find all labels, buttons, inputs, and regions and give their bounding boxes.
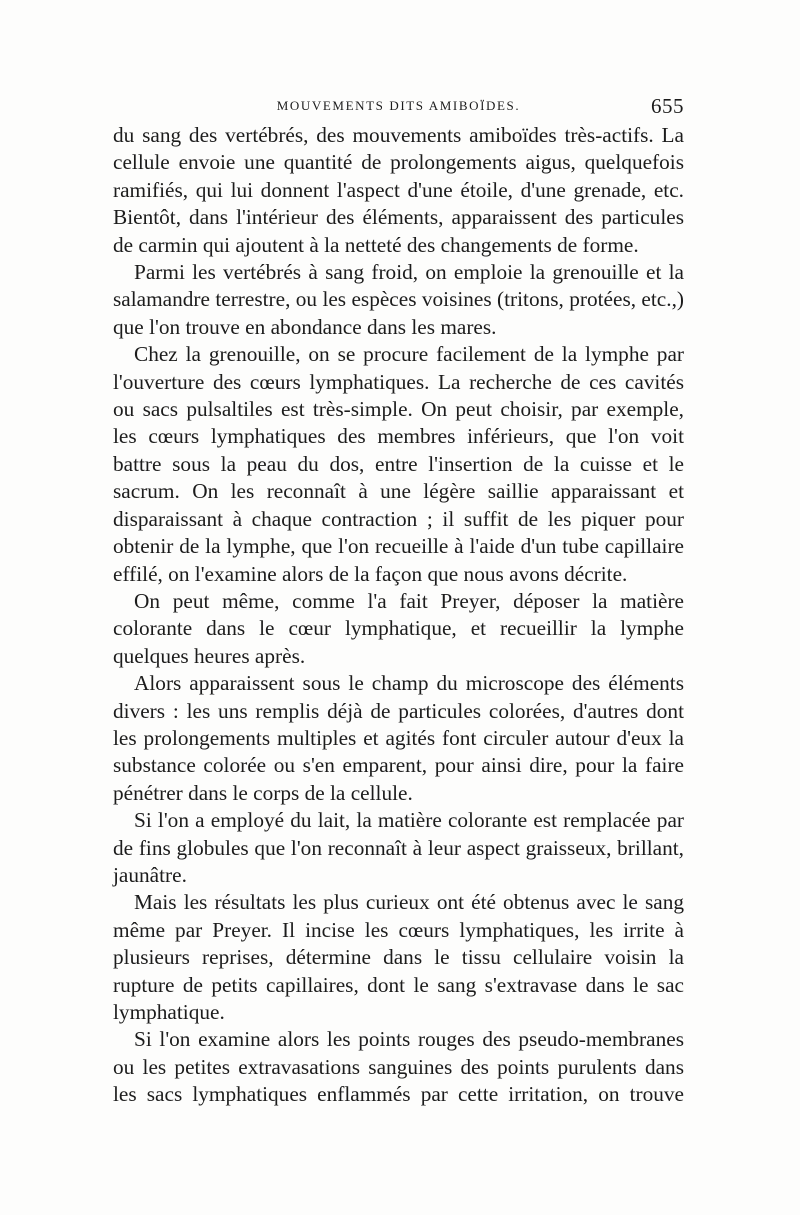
- paragraph-6: Si l'on a employé du lait, la matière colorante est remplacée par de fins globules que l'on reconnaît à leur aspect graisseux, brillant, jaunâtre.: [113, 808, 684, 887]
- paragraph-8: Si l'on examine alors les points rouges des pseudo-membranes ou les petites extravasations sanguines des points purulents dans les sacs lymphatiques enflammés par cette irritation, on trouve: [113, 1027, 684, 1107]
- paragraph-1: du sang des vertébrés, des mouvements amiboïdes très-actifs. La cellule envoie une quantité de prolongements aigus, quelquefois ramifiés, qui lui donnent l'aspect d'une étoile, d'une grenade, etc. Bientôt, dans l'intérieur des éléments, apparaissent des particules de carmin qui ajoutent à la netteté des changements de forme.: [113, 123, 684, 257]
- running-head: MOUVEMENTS DITS AMIBOÏDES.: [276, 98, 521, 113]
- body-text: [113, 122, 684, 1109]
- paragraph-7: Mais les résultats les plus curieux ont été obtenus avec le sang même par Preyer. Il incise les cœurs lymphatiques, les irrite à plusieurs reprises, détermine dans le tissu cellulaire voisin la rupture de petits capillaires, dont le sang s'extravase dans le sac lymphatique.: [113, 890, 684, 1024]
- page-header: [113, 94, 684, 124]
- paragraph-4: On peut même, comme l'a fait Preyer, déposer la matière colorante dans le cœur lymphatique, et recueillir la lymphe quelques heures après.: [113, 588, 684, 668]
- paragraph-3: Chez la grenouille, on se procure facilement de la lymphe par l'ouverture des cœurs lymphatiques. La recherche de ces cavités ou sacs pulsaltiles est très-simple. On peut choisir, par exemple, les cœurs lymphatiques des membres inférieurs, que l'on voit battre sous la peau du dos, entre l'insertion de la cuisse et le sacrum. On les reconnaît à une légère saillie apparaissant et disparaissant à chaque contraction ; il suffit de les piquer pour obtenir de la lymphe, que l'on recueille à l'aide d'un tube capillaire effilé, on l'examine alors de la façon que nous avons décrite.: [113, 342, 684, 586]
- page-number: 655: [651, 94, 684, 118]
- paragraph-5: Alors apparaissent sous le champ du microscope des éléments divers : les uns remplis déjà de particules colorées, d'autres dont les prolongements multiples et agités font circuler autour d'eux la substance colorée ou s'en emparent, pour ainsi dire, pour la faire pénétrer dans le corps de la cellule.: [113, 671, 684, 805]
- paragraph-2: Parmi les vertébrés à sang froid, on emploie la grenouille et la salamandre terrestre, ou les espèces voisines (tritons, protées, etc.,) que l'on trouve en abondance dans les mares.: [113, 260, 684, 339]
